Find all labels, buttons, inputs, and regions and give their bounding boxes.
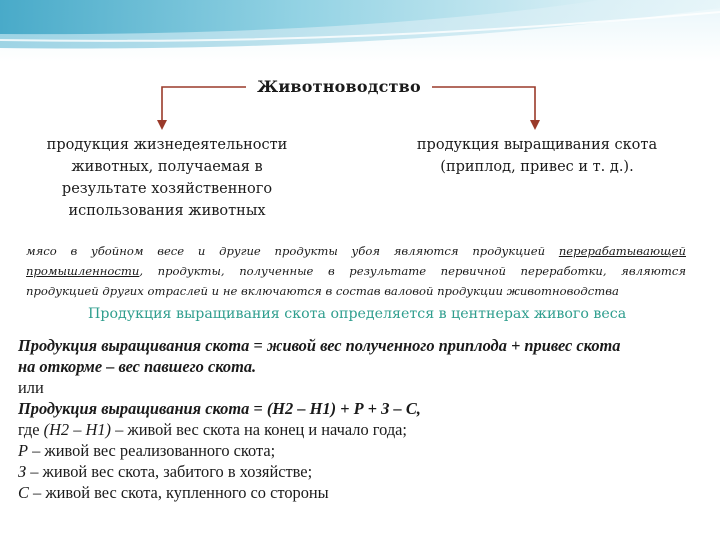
- branch-left-line: использования животных: [68, 203, 266, 219]
- z-var: З: [18, 462, 27, 481]
- note-part1: мясо в убойном весе и другие продукты убоя являются продукцией: [26, 244, 559, 258]
- note-part2: , продукты, полученные в результате первичной переработки, являются продукцией других отраслей и не включаются в состав валовой продукции животноводства: [26, 264, 686, 298]
- arrow-right: [432, 87, 535, 128]
- branch-right-line: продукция выращивания скота: [416, 137, 658, 153]
- branch-left-text: [14, 134, 320, 222]
- where-text: – живой вес скота на конец и начало года;: [111, 420, 407, 439]
- formula1-line1: Продукция выращивания скота = живой вес полученного приплода + привес скота: [18, 336, 621, 355]
- branch-left-line: животных, получаемая в: [71, 159, 263, 175]
- z-text: – живой вес скота, забитого в хозяйстве;: [26, 462, 313, 481]
- where-line: [18, 419, 708, 440]
- formulas-block: [18, 335, 708, 503]
- p-line: [18, 440, 708, 461]
- z-line: [18, 461, 708, 482]
- c-text: – живой вес скота, купленного со стороны: [28, 483, 329, 502]
- branch-right-line: (приплод, привес и т. д.).: [440, 159, 634, 175]
- where-var: (Н2 – Н1): [43, 420, 111, 439]
- branch-left-line: продукция жизнедеятельности: [46, 137, 288, 153]
- c-var: С: [18, 483, 29, 502]
- note-paragraph: [26, 241, 686, 301]
- p-var: Р: [18, 441, 29, 460]
- branch-left-line: результате хозяйственного: [61, 181, 273, 197]
- highlight-statement: Продукция выращивания скота определяется в центнерах живого веса: [88, 306, 627, 322]
- formula2: Продукция выращивания скота = (Н2 – Н1) + Р + З – С,: [18, 399, 421, 418]
- note-underlined: перерабатывающей промышленности: [26, 244, 686, 278]
- or-text: или: [18, 378, 44, 397]
- formula1-line2: на откорме – вес павшего скота.: [18, 357, 257, 376]
- branch-right-text: [392, 134, 682, 178]
- c-line: [18, 482, 708, 503]
- header-banner: [0, 0, 720, 62]
- diagram-title: Животноводство: [257, 76, 421, 96]
- where-prefix: где: [18, 420, 44, 439]
- p-text: – живой вес реализованного скота;: [28, 441, 276, 460]
- arrow-left: [162, 87, 246, 128]
